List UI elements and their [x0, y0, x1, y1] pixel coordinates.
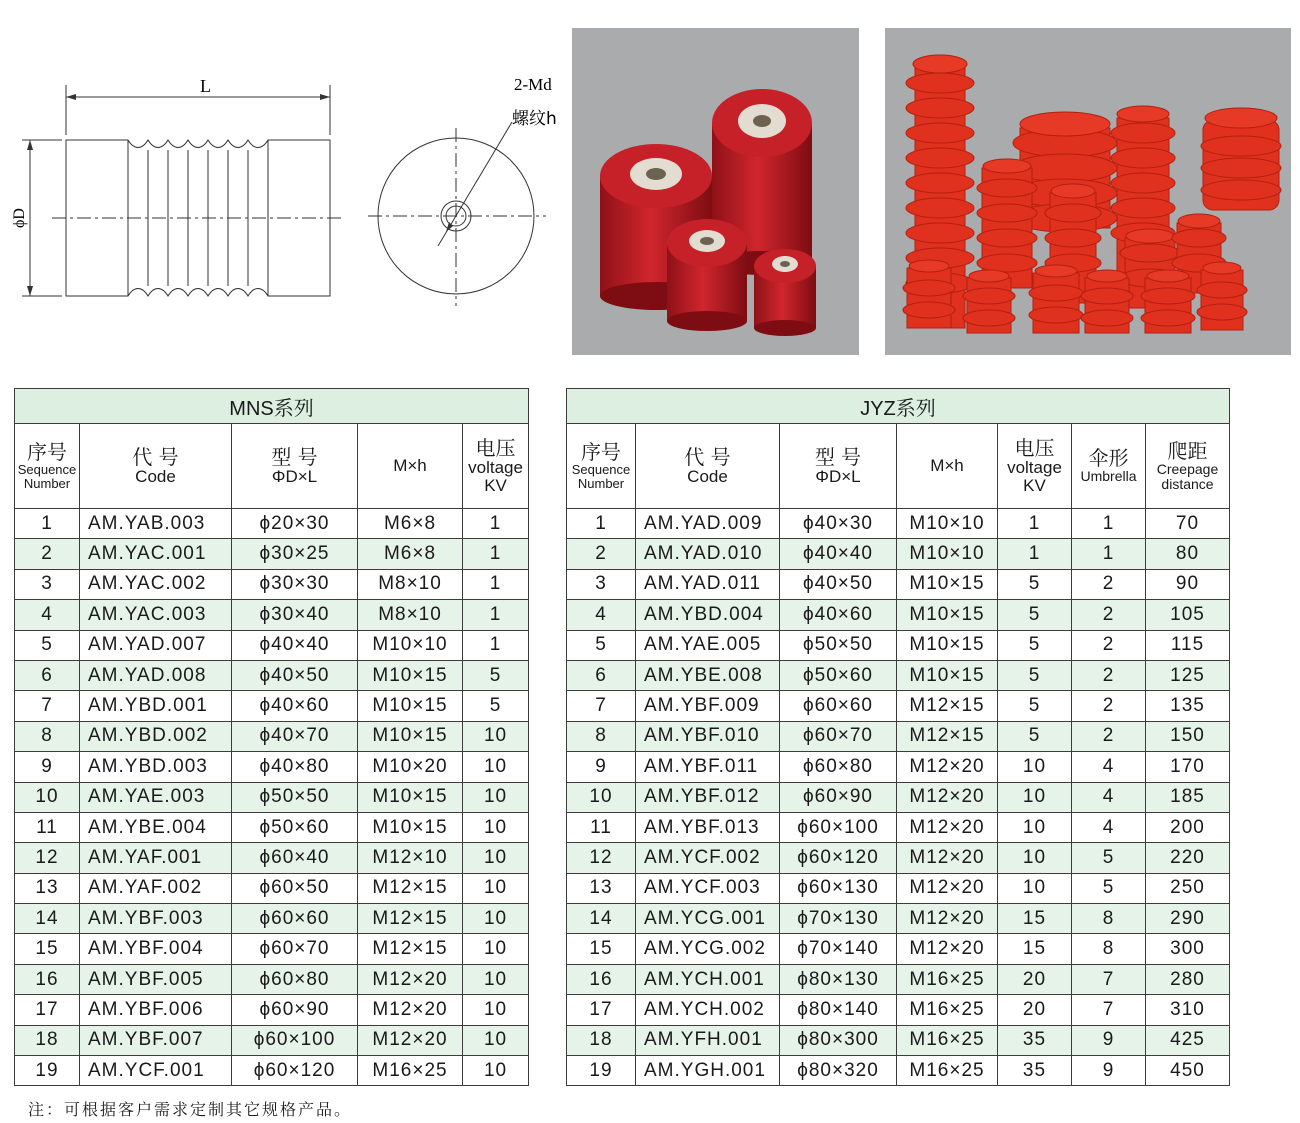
jyz-cell-mh: M12×20 [897, 812, 998, 842]
mns-table-row [15, 630, 529, 660]
jyz-table-row [567, 660, 1230, 690]
jyz-cell-umbrella: 8 [1072, 904, 1146, 934]
jyz-cell-mh: M10×15 [897, 569, 998, 599]
jyz-cell-model: ϕ40×50 [780, 569, 897, 599]
jyz-cell-model: ϕ40×40 [780, 539, 897, 569]
jyz-cell-creepage: 150 [1146, 721, 1230, 751]
jyz-cell-sequence: 3 [567, 569, 636, 599]
jyz-cell-voltage: 10 [998, 782, 1072, 812]
jyz-table-row [567, 1056, 1230, 1086]
jyz-table-row [567, 995, 1230, 1025]
mns-cell-sequence: 4 [15, 600, 80, 630]
jyz-table-row [567, 691, 1230, 721]
mns-cell-sequence: 1 [15, 509, 80, 539]
mns-cell-voltage: 10 [463, 934, 529, 964]
jyz-cell-model: ϕ60×60 [780, 691, 897, 721]
jyz-cell-sequence: 15 [567, 934, 636, 964]
mns-cell-sequence: 15 [15, 934, 80, 964]
mns-cell-voltage: 10 [463, 995, 529, 1025]
jyz-cell-creepage: 200 [1146, 812, 1230, 842]
jyz-cell-model: ϕ80×130 [780, 964, 897, 994]
mns-cell-sequence: 13 [15, 873, 80, 903]
mns-cell-sequence: 3 [15, 569, 80, 599]
jyz-cell-model: ϕ60×80 [780, 752, 897, 782]
mns-cell-code: AM.YAE.003 [80, 782, 232, 812]
mns-cell-voltage: 10 [463, 873, 529, 903]
mns-cell-voltage: 10 [463, 752, 529, 782]
jyz-cell-voltage: 5 [998, 691, 1072, 721]
mns-cell-model: ϕ60×90 [232, 995, 358, 1025]
jyz-cell-voltage: 35 [998, 1025, 1072, 1055]
jyz-header-umbrella: 伞形 Umbrella [1072, 424, 1146, 509]
jyz-cell-model: ϕ50×60 [780, 660, 897, 690]
jyz-cell-model: ϕ50×50 [780, 630, 897, 660]
mns-cell-sequence: 5 [15, 630, 80, 660]
mns-cell-sequence: 6 [15, 660, 80, 690]
mns-cell-code: AM.YBD.002 [80, 721, 232, 751]
mns-cell-voltage: 10 [463, 904, 529, 934]
jyz-cell-model: ϕ40×30 [780, 509, 897, 539]
mns-table-row [15, 539, 529, 569]
jyz-table-row [567, 539, 1230, 569]
mns-header-mh: M×h [358, 424, 463, 509]
mns-cell-voltage: 1 [463, 509, 529, 539]
jyz-cell-voltage: 10 [998, 843, 1072, 873]
jyz-cell-sequence: 17 [567, 995, 636, 1025]
jyz-cell-sequence: 9 [567, 752, 636, 782]
mns-cell-model: ϕ40×70 [232, 721, 358, 751]
jyz-cell-code: AM.YBF.012 [636, 782, 780, 812]
mns-cell-model: ϕ60×100 [232, 1025, 358, 1055]
jyz-table-row [567, 782, 1230, 812]
jyz-cell-umbrella: 8 [1072, 934, 1146, 964]
jyz-cell-creepage: 220 [1146, 843, 1230, 873]
jyz-cell-mh: M10×10 [897, 509, 998, 539]
jyz-cell-sequence: 13 [567, 873, 636, 903]
jyz-table-row [567, 904, 1230, 934]
mns-cell-code: AM.YAC.002 [80, 569, 232, 599]
jyz-cell-model: ϕ70×140 [780, 934, 897, 964]
jyz-cell-sequence: 12 [567, 843, 636, 873]
mns-table-row [15, 691, 529, 721]
jyz-cell-model: ϕ60×70 [780, 721, 897, 751]
jyz-cell-code: AM.YBF.011 [636, 752, 780, 782]
mns-cell-code: AM.YAD.007 [80, 630, 232, 660]
mns-cell-voltage: 10 [463, 721, 529, 751]
jyz-cell-umbrella: 7 [1072, 964, 1146, 994]
mns-cell-model: ϕ60×60 [232, 904, 358, 934]
mns-cell-model: ϕ60×70 [232, 934, 358, 964]
mns-cell-mh: M12×15 [358, 904, 463, 934]
mns-cell-model: ϕ60×120 [232, 1056, 358, 1086]
jyz-cell-sequence: 4 [567, 600, 636, 630]
mns-cell-mh: M12×20 [358, 995, 463, 1025]
jyz-cell-voltage: 5 [998, 721, 1072, 751]
jyz-cell-voltage: 5 [998, 630, 1072, 660]
jyz-cell-voltage: 20 [998, 964, 1072, 994]
jyz-cell-code: AM.YCG.002 [636, 934, 780, 964]
mns-cell-model: ϕ60×40 [232, 843, 358, 873]
mns-cell-voltage: 10 [463, 812, 529, 842]
mns-cell-mh: M6×8 [358, 509, 463, 539]
jyz-cell-code: AM.YBF.013 [636, 812, 780, 842]
mns-cell-voltage: 1 [463, 600, 529, 630]
jyz-cell-mh: M10×10 [897, 539, 998, 569]
jyz-cell-code: AM.YFH.001 [636, 1025, 780, 1055]
jyz-cell-umbrella: 5 [1072, 843, 1146, 873]
jyz-cell-voltage: 5 [998, 569, 1072, 599]
mns-cell-model: ϕ30×30 [232, 569, 358, 599]
jyz-cell-umbrella: 2 [1072, 600, 1146, 630]
mns-cell-voltage: 1 [463, 569, 529, 599]
jyz-cell-sequence: 2 [567, 539, 636, 569]
jyz-cell-umbrella: 4 [1072, 812, 1146, 842]
mns-table-row [15, 995, 529, 1025]
jyz-table-row [567, 600, 1230, 630]
jyz-cell-creepage: 125 [1146, 660, 1230, 690]
jyz-cell-code: AM.YCG.001 [636, 904, 780, 934]
jyz-cell-creepage: 185 [1146, 782, 1230, 812]
mns-cell-sequence: 16 [15, 964, 80, 994]
mns-cell-mh: M10×10 [358, 630, 463, 660]
jyz-cell-mh: M16×25 [897, 964, 998, 994]
jyz-cell-model: ϕ60×100 [780, 812, 897, 842]
mns-cell-mh: M10×15 [358, 812, 463, 842]
jyz-cell-mh: M12×20 [897, 782, 998, 812]
mns-table-row [15, 1056, 529, 1086]
jyz-cell-creepage: 425 [1146, 1025, 1230, 1055]
mns-header-voltage: 电压 voltage KV [463, 424, 529, 509]
jyz-header-voltage: 电压 voltage KV [998, 424, 1072, 509]
mns-table-row [15, 509, 529, 539]
mns-cell-sequence: 19 [15, 1056, 80, 1086]
mns-cell-code: AM.YBF.007 [80, 1025, 232, 1055]
mns-title: MNS系列 [15, 389, 529, 424]
jyz-table-row [567, 873, 1230, 903]
mns-cell-code: AM.YBF.004 [80, 934, 232, 964]
mns-table-row [15, 660, 529, 690]
mns-cell-code: AM.YAB.003 [80, 509, 232, 539]
jyz-cell-creepage: 115 [1146, 630, 1230, 660]
jyz-cell-voltage: 5 [998, 660, 1072, 690]
mns-cell-model: ϕ60×50 [232, 873, 358, 903]
thread-label-1: 2-Md [514, 75, 552, 94]
mns-cell-model: ϕ50×50 [232, 782, 358, 812]
mns-cell-mh: M10×15 [358, 782, 463, 812]
jyz-cell-creepage: 300 [1146, 934, 1230, 964]
mns-cell-sequence: 18 [15, 1025, 80, 1055]
mns-table-row [15, 964, 529, 994]
mns-table-row [15, 812, 529, 842]
mns-table-row [15, 843, 529, 873]
jyz-cell-voltage: 20 [998, 995, 1072, 1025]
jyz-cell-umbrella: 9 [1072, 1056, 1146, 1086]
mns-table-row [15, 600, 529, 630]
jyz-cell-sequence: 18 [567, 1025, 636, 1055]
jyz-cell-mh: M16×25 [897, 1025, 998, 1055]
jyz-cell-model: ϕ80×300 [780, 1025, 897, 1055]
mns-table-row [15, 934, 529, 964]
jyz-header-creepage: 爬距 Creepage distance [1146, 424, 1230, 509]
jyz-cell-sequence: 8 [567, 721, 636, 751]
mns-cell-mh: M10×20 [358, 752, 463, 782]
jyz-cell-voltage: 15 [998, 904, 1072, 934]
jyz-table-row [567, 752, 1230, 782]
mns-cell-sequence: 2 [15, 539, 80, 569]
jyz-cell-creepage: 280 [1146, 964, 1230, 994]
jyz-cell-code: AM.YCH.002 [636, 995, 780, 1025]
jyz-cell-creepage: 70 [1146, 509, 1230, 539]
jyz-cell-creepage: 170 [1146, 752, 1230, 782]
jyz-cell-creepage: 290 [1146, 904, 1230, 934]
jyz-cell-voltage: 1 [998, 509, 1072, 539]
jyz-cell-creepage: 450 [1146, 1056, 1230, 1086]
mns-cell-sequence: 14 [15, 904, 80, 934]
jyz-cell-code: AM.YBF.010 [636, 721, 780, 751]
length-label: L [200, 76, 211, 96]
jyz-cell-voltage: 10 [998, 752, 1072, 782]
mns-cell-code: AM.YCF.001 [80, 1056, 232, 1086]
mns-header-model: 型 号 ΦD×L [232, 424, 358, 509]
jyz-cell-sequence: 14 [567, 904, 636, 934]
mns-cell-mh: M10×15 [358, 660, 463, 690]
mns-cell-code: AM.YBD.003 [80, 752, 232, 782]
jyz-cell-voltage: 5 [998, 600, 1072, 630]
jyz-table-row [567, 721, 1230, 751]
jyz-cell-code: AM.YBE.008 [636, 660, 780, 690]
jyz-cell-mh: M10×15 [897, 600, 998, 630]
jyz-cell-creepage: 250 [1146, 873, 1230, 903]
jyz-cell-model: ϕ60×90 [780, 782, 897, 812]
mns-table-row [15, 569, 529, 599]
jyz-cell-umbrella: 2 [1072, 630, 1146, 660]
jyz-table-row [567, 964, 1230, 994]
mns-cell-model: ϕ40×50 [232, 660, 358, 690]
jyz-cell-creepage: 80 [1146, 539, 1230, 569]
jyz-table-row [567, 934, 1230, 964]
jyz-cell-voltage: 35 [998, 1056, 1072, 1086]
jyz-cell-mh: M10×15 [897, 630, 998, 660]
jyz-cell-umbrella: 2 [1072, 721, 1146, 751]
mns-cell-voltage: 5 [463, 660, 529, 690]
mns-cell-voltage: 1 [463, 630, 529, 660]
jyz-cell-code: AM.YBD.004 [636, 600, 780, 630]
jyz-cell-model: ϕ70×130 [780, 904, 897, 934]
jyz-cell-sequence: 10 [567, 782, 636, 812]
jyz-cell-sequence: 19 [567, 1056, 636, 1086]
mns-table-row [15, 752, 529, 782]
mns-cell-code: AM.YBD.001 [80, 691, 232, 721]
mns-table-row [15, 873, 529, 903]
mns-cell-mh: M12×20 [358, 964, 463, 994]
mns-cell-code: AM.YBF.005 [80, 964, 232, 994]
mns-cell-mh: M12×15 [358, 873, 463, 903]
mns-cell-voltage: 10 [463, 1056, 529, 1086]
mns-cell-model: ϕ60×80 [232, 964, 358, 994]
mns-cell-model: ϕ50×60 [232, 812, 358, 842]
mns-header-code: 代 号 Code [80, 424, 232, 509]
mns-cell-voltage: 10 [463, 964, 529, 994]
mns-cell-voltage: 5 [463, 691, 529, 721]
mns-cell-code: AM.YBF.006 [80, 995, 232, 1025]
mns-cell-mh: M12×15 [358, 934, 463, 964]
jyz-cell-umbrella: 2 [1072, 660, 1146, 690]
jyz-cell-umbrella: 1 [1072, 539, 1146, 569]
mns-cell-code: AM.YBF.003 [80, 904, 232, 934]
jyz-cell-umbrella: 9 [1072, 1025, 1146, 1055]
mns-cell-sequence: 10 [15, 782, 80, 812]
jyz-table-row [567, 509, 1230, 539]
jyz-table-row [567, 569, 1230, 599]
jyz-cell-mh: M12×20 [897, 752, 998, 782]
mns-cell-voltage: 1 [463, 539, 529, 569]
mns-cell-voltage: 10 [463, 843, 529, 873]
jyz-table-row [567, 812, 1230, 842]
mns-table-row [15, 904, 529, 934]
product-photo-cylinders [572, 28, 859, 355]
jyz-cell-sequence: 6 [567, 660, 636, 690]
jyz-series-table [566, 388, 1230, 1086]
mns-cell-model: ϕ40×80 [232, 752, 358, 782]
jyz-cell-sequence: 7 [567, 691, 636, 721]
jyz-cell-voltage: 1 [998, 539, 1072, 569]
mns-cell-sequence: 11 [15, 812, 80, 842]
jyz-cell-creepage: 310 [1146, 995, 1230, 1025]
mns-cell-mh: M10×15 [358, 721, 463, 751]
jyz-cell-model: ϕ40×60 [780, 600, 897, 630]
jyz-cell-code: AM.YCF.002 [636, 843, 780, 873]
jyz-cell-voltage: 15 [998, 934, 1072, 964]
mns-cell-model: ϕ30×25 [232, 539, 358, 569]
jyz-cell-code: AM.YAE.005 [636, 630, 780, 660]
mns-cell-sequence: 12 [15, 843, 80, 873]
jyz-cell-umbrella: 4 [1072, 752, 1146, 782]
jyz-header-mh: M×h [897, 424, 998, 509]
jyz-table-row [567, 1025, 1230, 1055]
jyz-title: JYZ系列 [567, 389, 1230, 424]
jyz-header-code: 代 号 Code [636, 424, 780, 509]
mns-cell-sequence: 8 [15, 721, 80, 751]
mns-cell-mh: M8×10 [358, 569, 463, 599]
mns-cell-sequence: 17 [15, 995, 80, 1025]
jyz-cell-mh: M12×20 [897, 843, 998, 873]
jyz-cell-model: ϕ60×120 [780, 843, 897, 873]
mns-header-sequence: 序号 Sequence Number [15, 424, 80, 509]
jyz-cell-umbrella: 2 [1072, 569, 1146, 599]
mns-cell-mh: M6×8 [358, 539, 463, 569]
mns-cell-mh: M16×25 [358, 1056, 463, 1086]
mns-table-row [15, 782, 529, 812]
jyz-cell-mh: M12×20 [897, 934, 998, 964]
jyz-cell-mh: M10×15 [897, 660, 998, 690]
jyz-cell-voltage: 10 [998, 873, 1072, 903]
mns-cell-code: AM.YAC.003 [80, 600, 232, 630]
jyz-table-row [567, 630, 1230, 660]
jyz-cell-mh: M12×15 [897, 691, 998, 721]
jyz-cell-creepage: 90 [1146, 569, 1230, 599]
jyz-cell-model: ϕ80×140 [780, 995, 897, 1025]
mns-cell-model: ϕ40×60 [232, 691, 358, 721]
diameter-label: ϕD [11, 208, 28, 228]
technical-drawing [0, 0, 560, 330]
jyz-header-sequence: 序号 Sequence Number [567, 424, 636, 509]
mns-cell-sequence: 7 [15, 691, 80, 721]
jyz-cell-code: AM.YAD.011 [636, 569, 780, 599]
jyz-cell-creepage: 105 [1146, 600, 1230, 630]
jyz-cell-model: ϕ60×130 [780, 873, 897, 903]
jyz-cell-umbrella: 1 [1072, 509, 1146, 539]
jyz-cell-code: AM.YGH.001 [636, 1056, 780, 1086]
thread-label-2: 螺纹h [512, 109, 557, 129]
product-photo-umbrella-insulators [885, 28, 1291, 355]
mns-cell-model: ϕ30×40 [232, 600, 358, 630]
mns-cell-mh: M8×10 [358, 600, 463, 630]
jyz-cell-code: AM.YAD.009 [636, 509, 780, 539]
jyz-table-row [567, 843, 1230, 873]
jyz-header-model: 型 号 ΦD×L [780, 424, 897, 509]
mns-cell-code: AM.YBE.004 [80, 812, 232, 842]
mns-cell-sequence: 9 [15, 752, 80, 782]
jyz-cell-model: ϕ80×320 [780, 1056, 897, 1086]
jyz-cell-sequence: 11 [567, 812, 636, 842]
mns-cell-model: ϕ20×30 [232, 509, 358, 539]
customization-note: 注：可根据客户需求定制其它规格产品。 [28, 1100, 353, 1119]
mns-cell-voltage: 10 [463, 782, 529, 812]
jyz-cell-umbrella: 7 [1072, 995, 1146, 1025]
jyz-cell-umbrella: 2 [1072, 691, 1146, 721]
jyz-cell-code: AM.YCF.003 [636, 873, 780, 903]
jyz-cell-umbrella: 4 [1072, 782, 1146, 812]
jyz-cell-code: AM.YCH.001 [636, 964, 780, 994]
mns-cell-code: AM.YAF.001 [80, 843, 232, 873]
mns-cell-code: AM.YAD.008 [80, 660, 232, 690]
jyz-cell-creepage: 135 [1146, 691, 1230, 721]
jyz-cell-sequence: 16 [567, 964, 636, 994]
jyz-cell-code: AM.YAD.010 [636, 539, 780, 569]
jyz-cell-umbrella: 5 [1072, 873, 1146, 903]
jyz-cell-mh: M16×25 [897, 995, 998, 1025]
mns-table-row [15, 721, 529, 751]
mns-cell-code: AM.YAC.001 [80, 539, 232, 569]
jyz-cell-mh: M16×25 [897, 1056, 998, 1086]
jyz-cell-mh: M12×20 [897, 873, 998, 903]
mns-series-table [14, 388, 529, 1086]
mns-cell-model: ϕ40×40 [232, 630, 358, 660]
jyz-cell-mh: M12×20 [897, 904, 998, 934]
mns-cell-code: AM.YAF.002 [80, 873, 232, 903]
mns-cell-mh: M12×20 [358, 1025, 463, 1055]
mns-cell-voltage: 10 [463, 1025, 529, 1055]
jyz-cell-mh: M12×15 [897, 721, 998, 751]
jyz-cell-voltage: 10 [998, 812, 1072, 842]
mns-table-row [15, 1025, 529, 1055]
mns-cell-mh: M10×15 [358, 691, 463, 721]
jyz-cell-sequence: 1 [567, 509, 636, 539]
jyz-cell-sequence: 5 [567, 630, 636, 660]
mns-cell-mh: M12×10 [358, 843, 463, 873]
jyz-cell-code: AM.YBF.009 [636, 691, 780, 721]
